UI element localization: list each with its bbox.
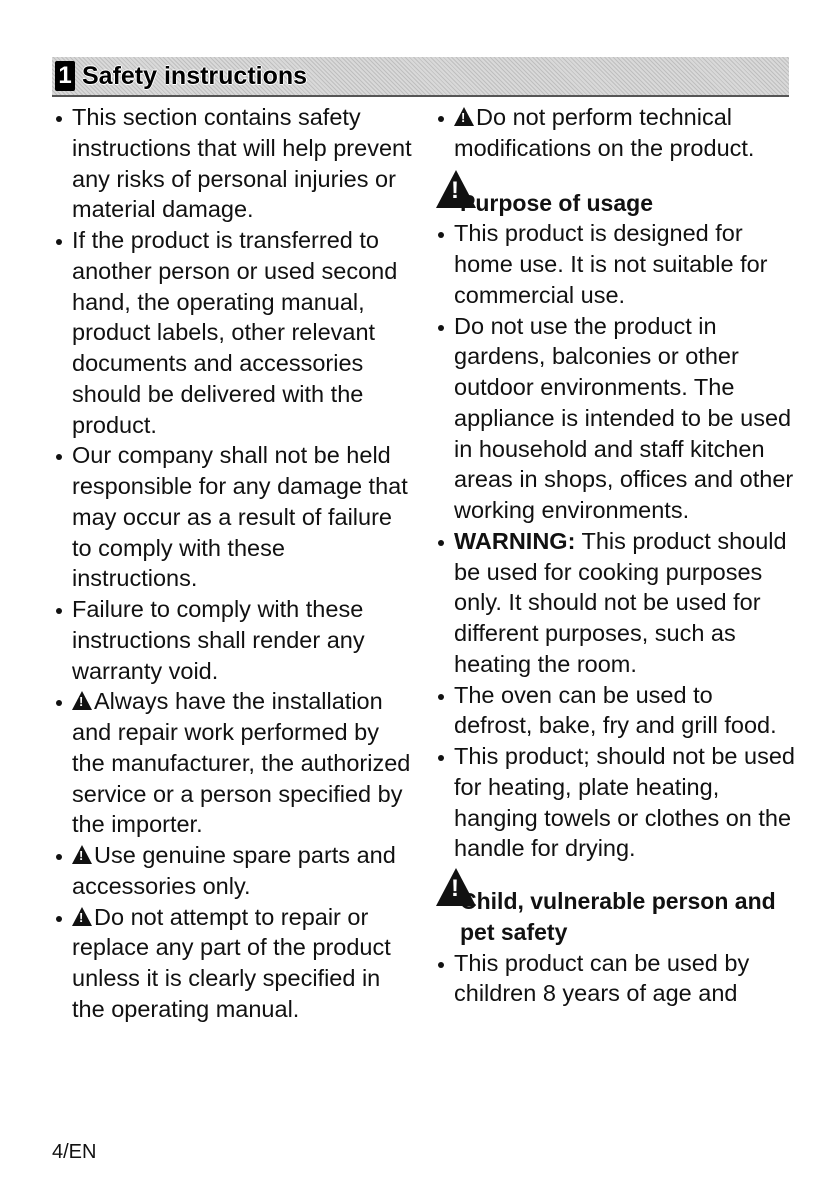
child-safety-heading: [434, 886, 796, 948]
list-item-text: Failure to comply with these instructions shall render any warranty void.: [72, 596, 365, 684]
warning-label: WARNING:: [454, 527, 576, 554]
purpose-heading: [434, 188, 796, 219]
list-item: [52, 594, 414, 686]
purpose-heading-text: Purpose of usage: [460, 189, 653, 216]
list-item-text: If the product is transferred to another person or used second hand, the operating manual, product labels, other relevant documents and accessories should be delivered with the product.: [72, 227, 398, 438]
list-item-text: This product is designed for home use. It is not suitable for commercial use.: [454, 220, 768, 308]
list-item-text: The oven can be used to defrost, bake, fry and grill food.: [454, 681, 777, 739]
list-item: [434, 526, 796, 680]
list-item: [434, 741, 796, 864]
list-item: [52, 902, 414, 1025]
warning-icon: [72, 691, 92, 710]
list-item-text: Our company shall not be held responsible for any damage that may occur as a result of failure to comply with these instructions.: [72, 442, 408, 592]
warning-icon: [72, 845, 92, 864]
list-item: [434, 311, 796, 526]
right-column: [434, 102, 796, 1009]
list-item: [434, 102, 796, 164]
list-item-text: Use genuine spare parts and accessories only.: [72, 842, 396, 899]
list-item: [52, 686, 414, 840]
list-item: [52, 102, 414, 225]
warning-icon: [454, 107, 474, 126]
safety-list: [52, 102, 414, 1025]
warning-text: This product should be used for cooking purposes only. It should not be used for different purposes, such as heating the room.: [454, 527, 787, 677]
section-header: [52, 57, 789, 97]
section-title: Safety instructions: [82, 62, 308, 90]
list-item-text: Do not perform technical modifications on the product.: [454, 104, 755, 161]
list-item-text: This product; should not be used for heating, plate heating, hanging towels or clothes on the handle for drying.: [454, 743, 795, 862]
section-number-badge: 1: [55, 61, 75, 91]
list-item-text: Do not use the product in gardens, balconies or other outdoor environments. The appliance is intended to be used in household and staff kitchen areas in shops, offices and other working environments.: [454, 312, 794, 523]
list-item: [52, 840, 414, 902]
list-item: [434, 680, 796, 742]
child-safety-heading-text: Child, vulnerable person and pet safety: [460, 888, 776, 945]
warning-icon: [436, 868, 476, 906]
list-item: [52, 440, 414, 594]
page-number: 4/EN: [52, 1141, 97, 1163]
child-safety-list: [434, 948, 796, 1010]
list-item: [434, 948, 796, 1010]
list-item-text: Do not attempt to repair or replace any part of the product unless it is clearly specified in the operating manual.: [72, 903, 391, 1022]
warning-icon: [72, 907, 92, 926]
left-column: [52, 102, 414, 1025]
warning-icon: [436, 170, 476, 208]
list-item: [434, 218, 796, 310]
intro-list: [434, 102, 796, 164]
purpose-list: [434, 218, 796, 864]
list-item-text: Always have the installation and repair work performed by the manufacturer, the authorized service or a person specified by the importer.: [72, 688, 411, 838]
list-item: [52, 225, 414, 440]
list-item-text: This section contains safety instructions that will help prevent any risks of personal injuries or material damage.: [72, 104, 412, 223]
list-item-text: This product can be used by children 8 years of age and: [454, 949, 750, 1007]
